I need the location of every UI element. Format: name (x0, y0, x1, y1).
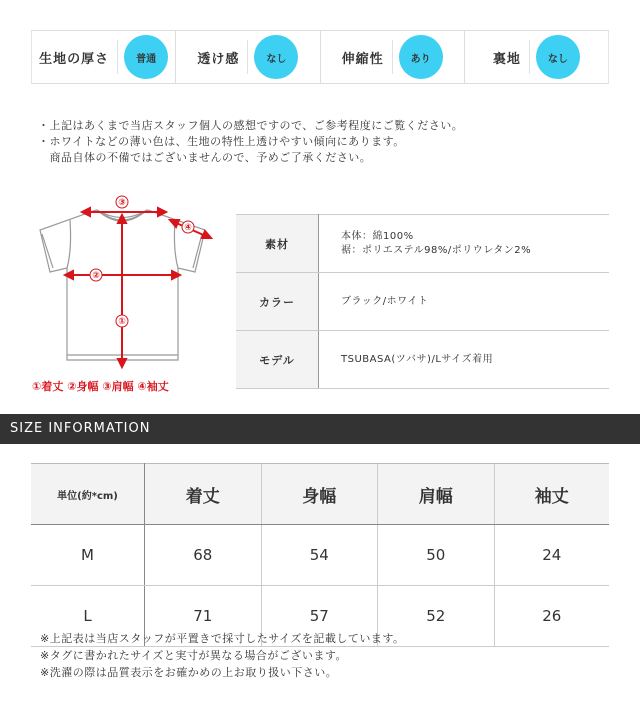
attr-label: 透け感 (197, 51, 240, 67)
cell: 24 (494, 525, 609, 586)
attr-badge: あり (399, 35, 443, 79)
column-header: 単位(約*cm) (31, 464, 145, 525)
attr-stretch (320, 31, 464, 83)
divider (529, 40, 530, 74)
size-table (31, 463, 609, 647)
table-row (31, 525, 609, 586)
size-notes (40, 630, 404, 681)
size-header-row (31, 464, 609, 525)
attr-label: 裏地 (492, 51, 521, 67)
cell: 26 (494, 586, 609, 647)
tshirt-icon (30, 190, 220, 380)
divider (117, 40, 118, 74)
attribute-notes (38, 118, 463, 166)
note-line: ・上記はあくまで当店スタッフ個人の感想ですので、ご参考程度にご覧ください。 (38, 119, 464, 132)
attr-thickness (31, 31, 175, 83)
spec-key: 素材 (236, 215, 319, 273)
spec-row (236, 331, 609, 389)
attr-badge: なし (254, 35, 298, 79)
fabric-attributes (31, 30, 609, 84)
spec-row (236, 273, 609, 331)
attr-label: 生地の厚さ (39, 51, 110, 67)
attr-badge: 普通 (124, 35, 168, 79)
note-line: ※上記表は当店スタッフが平置きで採寸したサイズを記載しています。 (40, 632, 405, 645)
cell: 52 (378, 586, 495, 647)
divider (392, 40, 393, 74)
diagram-legend: ①着丈 ②身幅 ③肩幅 ④袖丈 (32, 380, 169, 393)
svg-text:③: ③ (118, 198, 126, 208)
spec-value: TSUBASA(ツバサ)/Lサイズ着用 (319, 331, 610, 389)
attr-sheerness (175, 31, 319, 83)
cell: 54 (261, 525, 378, 586)
svg-text:④: ④ (184, 223, 192, 233)
note-line: 商品自体の不備ではございませんので、予めご了承ください。 (38, 151, 372, 164)
attr-lining (464, 31, 609, 83)
spec-key: モデル (236, 331, 319, 389)
tshirt-measurement-diagram (30, 190, 220, 380)
attr-label: 伸縮性 (341, 51, 384, 67)
column-header: 袖丈 (494, 464, 609, 525)
note-line: ※洗濯の際は品質表示をお確かめの上お取り扱い下さい。 (40, 666, 338, 679)
cell: 71 (145, 586, 262, 647)
svg-text:①: ① (118, 317, 126, 327)
column-header: 身幅 (261, 464, 378, 525)
cell: 57 (261, 586, 378, 647)
spec-line: 裾：ポリエステル98%/ポリウレタン2% (341, 244, 532, 256)
cell: 50 (378, 525, 495, 586)
divider (247, 40, 248, 74)
size-information-header: SIZE INFORMATION (0, 414, 640, 444)
note-line: ※タグに書かれたサイズと実寸が異なる場合がございます。 (40, 649, 347, 662)
spec-key: カラー (236, 273, 319, 331)
spec-value (319, 215, 610, 273)
attr-badge: なし (536, 35, 580, 79)
column-header: 肩幅 (378, 464, 495, 525)
column-header: 着丈 (145, 464, 262, 525)
cell: 68 (145, 525, 262, 586)
note-line: ・ホワイトなどの薄い色は、生地の特性上透けやすい傾向にあります。 (38, 135, 405, 148)
product-spec-table (236, 214, 609, 389)
spec-row (236, 215, 609, 273)
spec-value: ブラック/ホワイト (319, 273, 610, 331)
spec-line: 本体：綿100% (341, 230, 414, 242)
svg-text:②: ② (92, 271, 100, 281)
size-label: M (31, 525, 145, 586)
size-label: L (31, 586, 145, 647)
